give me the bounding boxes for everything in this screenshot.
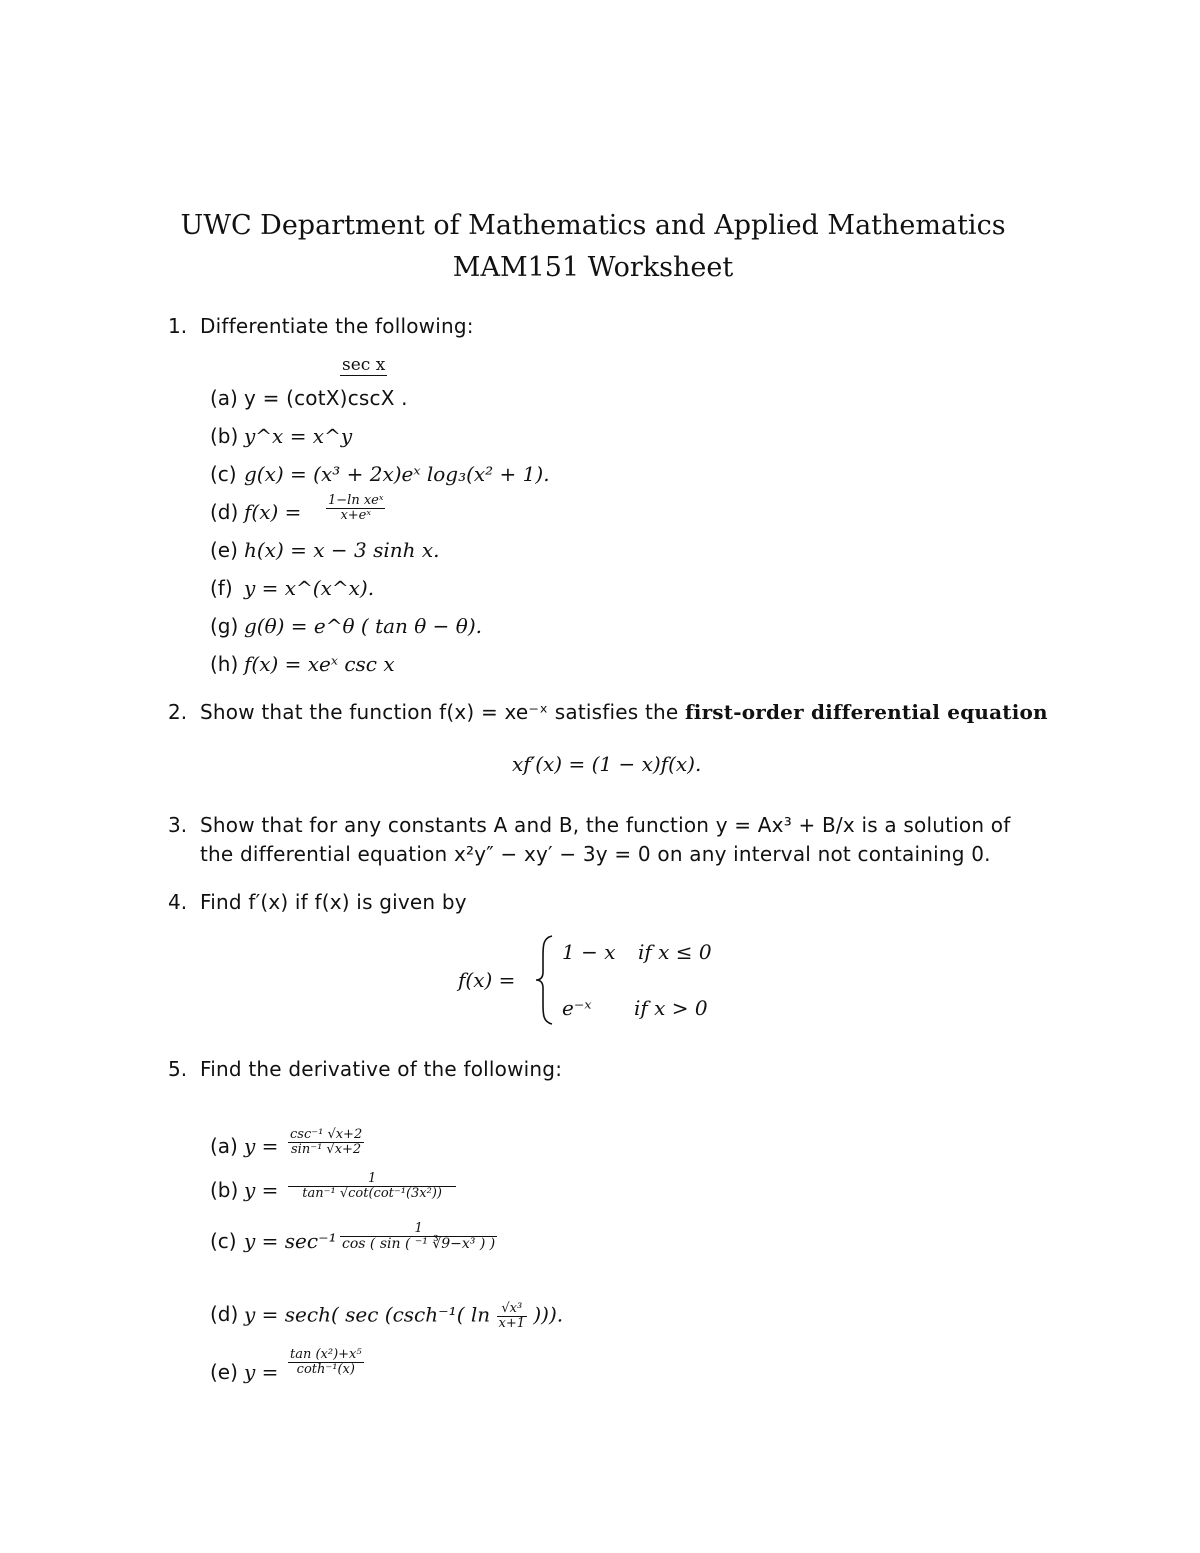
q1h-expression: f(x) = xeˣ csc x [244, 652, 395, 676]
question-2-text-plain: Show that the function f(x) = xe⁻ˣ satisfies the [200, 700, 679, 724]
q5d-fraction [497, 1302, 528, 1330]
q5d-label: (d) [210, 1302, 239, 1326]
q1f-expression: y = x^(x^x). [244, 576, 375, 600]
q5e-label: (e) [210, 1360, 238, 1384]
q1h-label: (h) [210, 652, 239, 676]
question-2-number: 2. [168, 700, 188, 724]
question-4-number: 4. [168, 890, 188, 914]
q5d-numerator: √x³ [497, 1302, 528, 1317]
q5a-denominator: sin⁻¹ √x+2 [291, 1141, 362, 1157]
q1d-lhs: f(x) = [244, 500, 302, 524]
q1d-label: (d) [210, 500, 239, 524]
worksheet-title: MAM151 Worksheet [452, 252, 734, 283]
q1d-numerator: 1−ln xeˣ [328, 493, 384, 508]
q5c-denominator: cos ( sin ( ⁻¹ ∛9−x³ ) ) [342, 1235, 496, 1252]
q5b-denominator: tan⁻¹ √cot(cot⁻¹(3x²)) [302, 1185, 442, 1201]
q5a-fraction [288, 1128, 364, 1156]
q4-lhs: f(x) = [458, 968, 516, 992]
q5e-fraction [288, 1348, 364, 1376]
q5a-label: (a) [210, 1134, 238, 1158]
q4-case-2-condition: if x > 0 [634, 996, 708, 1020]
question-3-number: 3. [168, 813, 188, 837]
q1d-fraction [326, 494, 385, 522]
q5b-numerator: 1 [288, 1172, 456, 1187]
question-5-number: 5. [168, 1057, 188, 1081]
question-3-line-2: the differential equation x²y″ − xy′ − 3y = 0 on any interval not containing 0. [200, 842, 991, 866]
q5c-label: (c) [210, 1229, 237, 1253]
q5d-expression [244, 1302, 563, 1330]
question-5-text: Find the derivative of the following: [200, 1057, 563, 1081]
q4-case-1-condition: if x ≤ 0 [638, 940, 712, 964]
q5d-denominator: x+1 [498, 1315, 525, 1331]
q1g-expression: g(θ) = e^θ ( tan θ − θ). [244, 614, 482, 638]
q1e-label: (e) [210, 538, 238, 562]
q1b-expression: y^x = x^y [244, 424, 353, 448]
q5b-fraction [288, 1172, 456, 1200]
q5c-fraction [340, 1222, 497, 1251]
q1c-expression: g(x) = (x³ + 2x)eˣ log₃(x² + 1). [244, 462, 550, 486]
q4-left-brace [534, 934, 556, 1026]
q1g-label: (g) [210, 614, 239, 638]
q1a-exponent: sec x [342, 355, 386, 375]
question-4-text: Find f′(x) if f(x) is given by [200, 890, 467, 914]
question-1-number: 1. [168, 314, 188, 338]
q1d-denominator: x+eˣ [340, 507, 371, 523]
q5c-numerator: 1 [340, 1222, 497, 1237]
q5b-lhs: y = [244, 1178, 279, 1202]
q1f-label: (f) [210, 576, 233, 600]
q5e-numerator: tan (x²)+x⁵ [290, 1347, 362, 1362]
q5e-lhs: y = [244, 1360, 279, 1384]
q4-case-2-expression: e⁻ˣ [562, 996, 592, 1020]
q5e-denominator: coth⁻¹(x) [296, 1361, 355, 1377]
q5d-pre: y = sech( sec (csch⁻¹( ln [244, 1302, 491, 1327]
q1a-label: (a) [210, 386, 238, 410]
q5a-numerator: csc⁻¹ √x+2 [290, 1127, 363, 1142]
q5a-lhs: y = [244, 1134, 279, 1158]
q5d-post: ))). [533, 1302, 564, 1327]
q5c-lhs: y = sec⁻¹ [244, 1229, 337, 1253]
document-title: UWC Department of Mathematics and Applied Mathematics [180, 210, 1006, 241]
question-3-line-1: Show that for any constants A and B, the function y = Ax³ + B/x is a solution of [200, 813, 1011, 837]
q5b-label: (b) [210, 1178, 239, 1202]
question-2-text [200, 700, 1048, 724]
question-2-text-bold: first-order differential equation [684, 700, 1048, 724]
q4-case-1-expression: 1 − x [562, 940, 616, 964]
q1c-label: (c) [210, 462, 237, 486]
q1a-expression: y = (cotX)cscX . [244, 386, 408, 410]
question-1-text: Differentiate the following: [200, 314, 474, 338]
q1e-expression: h(x) = x − 3 sinh x. [244, 538, 440, 562]
q1b-label: (b) [210, 424, 239, 448]
question-2-equation: xf′(x) = (1 − x)f(x). [512, 752, 702, 776]
